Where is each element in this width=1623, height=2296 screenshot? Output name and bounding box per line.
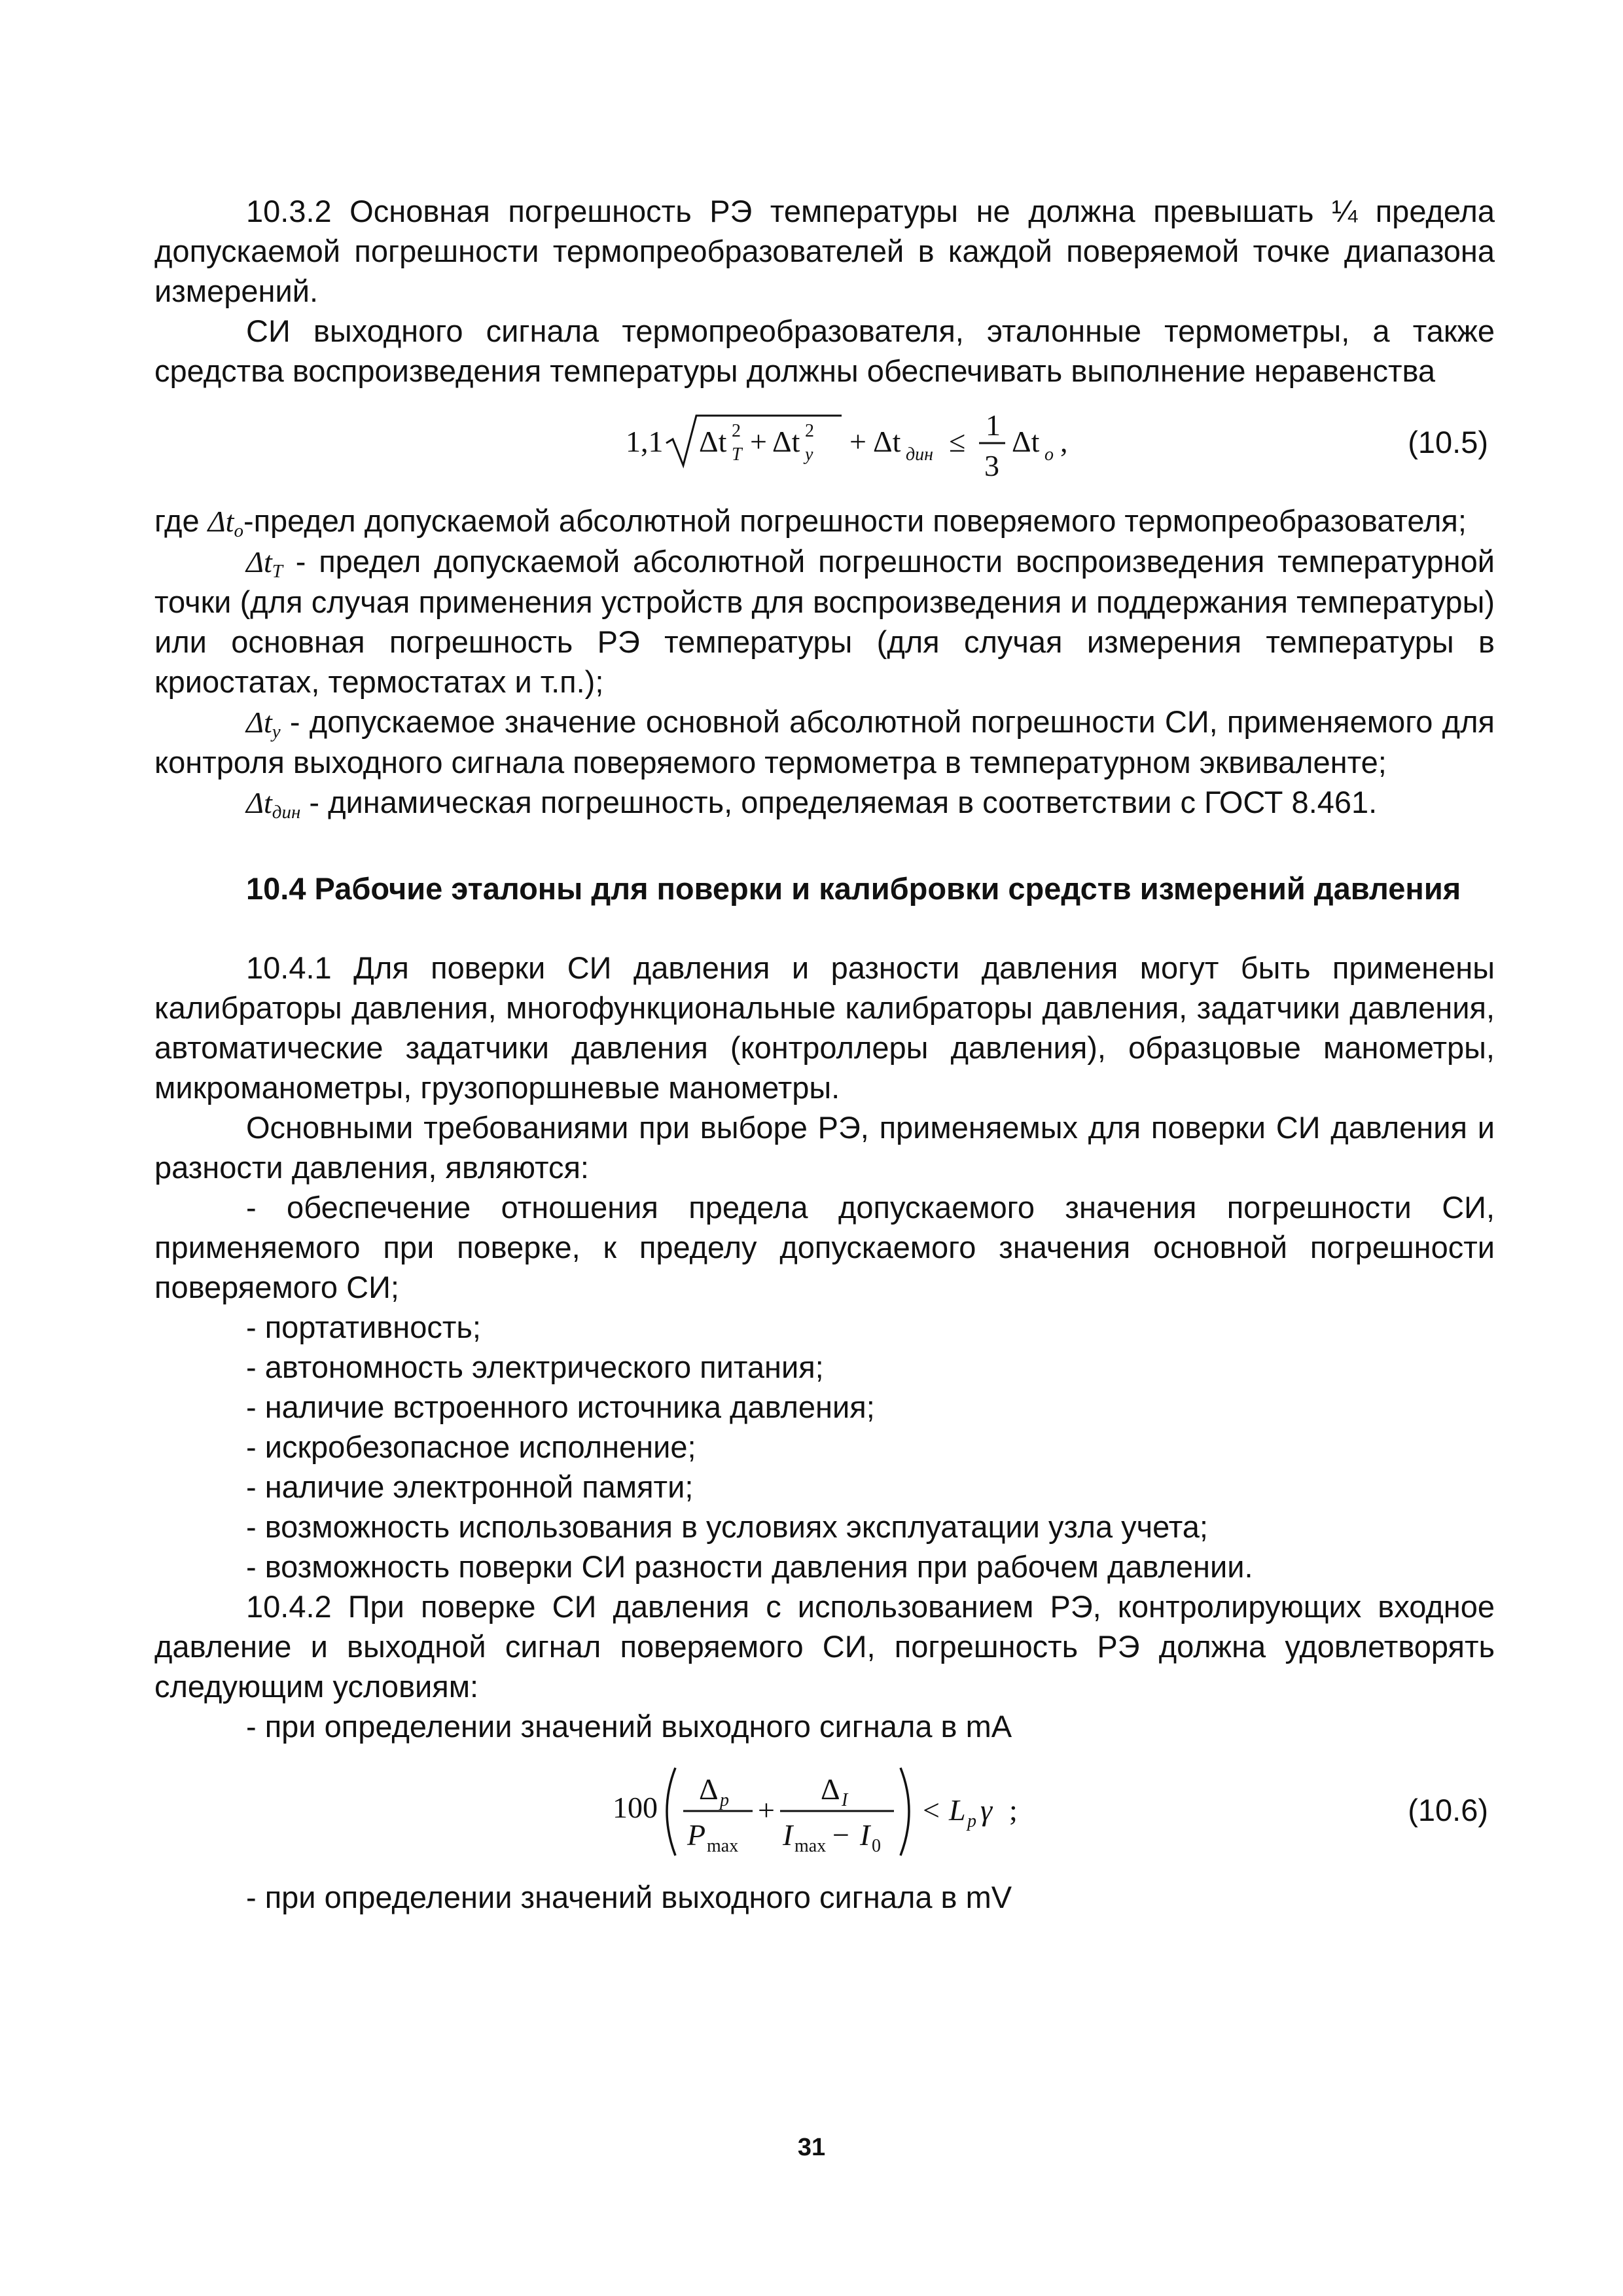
eq2-d2b: I bbox=[860, 1818, 870, 1852]
where-definition bbox=[154, 501, 1495, 541]
eq1-t2-sub: у bbox=[805, 444, 813, 465]
eq1-t1-sup: 2 bbox=[732, 421, 741, 441]
list-item: - автономность электрического питания; bbox=[246, 1350, 824, 1384]
page-number: 31 bbox=[797, 2134, 826, 2161]
eq2-right-paren bbox=[901, 1768, 909, 1856]
formula-10-6 bbox=[613, 1757, 1202, 1865]
eq2-tail: ; bbox=[1009, 1793, 1018, 1827]
where-text: -предел допускаемой абсолютной погрешности поверяемого термопреобразователя; bbox=[243, 503, 1467, 538]
delta-t-din-symbol: $\Delta t_{дин}$ bbox=[246, 786, 301, 823]
eq2-r2: γ bbox=[980, 1793, 993, 1827]
list-item: - искробезопасное исполнение; bbox=[246, 1429, 696, 1464]
page-content bbox=[154, 191, 1495, 1917]
eq2-n2-sub: I bbox=[842, 1790, 848, 1810]
eq1-t2-sup: 2 bbox=[805, 421, 814, 441]
formula-10-5-svg bbox=[626, 403, 1215, 494]
eq1-coef: 1,1 bbox=[626, 425, 664, 458]
eq2-rel: < bbox=[923, 1793, 940, 1827]
delta-t-o-symbol: $\Delta t_о$ bbox=[207, 505, 243, 541]
where-prefix: где bbox=[154, 503, 208, 538]
definition-delta-t-y bbox=[154, 702, 1495, 782]
list-item-mv: - при определении значений выходного сигнала в mV bbox=[246, 1880, 1012, 1914]
eq1-t3: Δt bbox=[873, 425, 901, 458]
eq1-den: 3 bbox=[984, 449, 999, 482]
delta-t-T-symbol: $\Delta t_T$ bbox=[246, 545, 283, 582]
paragraph-10-3-2: 10.3.2 Основная погрешность РЭ температуры не должна превышать ¼ предела допускаемой погрешности термопреобразователей в каждой поверяемой точке диапазона измерений. bbox=[154, 194, 1495, 308]
eq2-d1-sub: max bbox=[707, 1836, 739, 1856]
paragraph-10-4-2: 10.4.2 При поверке СИ давления с использованием РЭ, контролирующих входное давление и выходной сигнал поверяемого СИ, погрешность РЭ должна удовлетворять следующим условиям: bbox=[154, 1589, 1495, 1704]
formula-10-6-svg bbox=[613, 1757, 1202, 1865]
eq2-r1: L bbox=[949, 1793, 966, 1827]
eq1-tail: , bbox=[1060, 425, 1068, 458]
eq1-num: 1 bbox=[986, 408, 1001, 442]
eq1-t1: Δt bbox=[699, 425, 727, 458]
list-item-ma: - при определении значений выходного сигнала в mA bbox=[246, 1709, 1012, 1744]
list-item: - портативность; bbox=[246, 1310, 481, 1344]
eq1-plus2: + bbox=[849, 425, 866, 458]
definition-delta-t-din bbox=[154, 782, 1495, 823]
eq1-t4-sub: о bbox=[1044, 444, 1054, 465]
definition-delta-t-y-text: - допускаемое значение основной абсолютной погрешности СИ, применяемого для контроля выходного сигнала поверяемого термометра в температурном эквиваленте; bbox=[154, 704, 1495, 780]
formula-10-5 bbox=[626, 403, 1215, 494]
paragraph-ratio-requirement: - обеспечение отношения предела допускаемого значения погрешности СИ, применяемого при поверке, к пределу допускаемого значения основной погрешности поверяемого СИ; bbox=[154, 1190, 1495, 1304]
list-item: - возможность использования в условиях эксплуатации узла учета; bbox=[246, 1509, 1208, 1544]
delta-t-y-symbol: $\Delta t_у$ bbox=[246, 706, 281, 742]
eq1-t1-sub: T bbox=[732, 444, 742, 465]
eq1-t2: Δt bbox=[772, 425, 800, 458]
paragraph-requirements: СИ выходного сигнала термопреобразователя, эталонные термометры, а также средства воспроизведения температуры должны обеспечивать выполнение неравенства bbox=[154, 314, 1495, 388]
eq2-d1: P bbox=[687, 1818, 706, 1852]
eq1-t4: Δt bbox=[1012, 425, 1040, 458]
eq1-t3-sub: дин bbox=[906, 444, 934, 465]
eq2-minus: − bbox=[832, 1818, 849, 1852]
eq2-n1-sub: p bbox=[720, 1790, 729, 1810]
list-item: - возможность поверки СИ разности давления при рабочем давлении. bbox=[246, 1549, 1253, 1584]
definition-delta-t-T bbox=[154, 541, 1495, 702]
eq2-coef: 100 bbox=[613, 1791, 658, 1824]
definition-delta-t-din-text: - динамическая погрешность, определяемая в соответствии с ГОСТ 8.461. bbox=[300, 785, 1378, 819]
eq1-rel: ≤ bbox=[949, 425, 966, 458]
list-item: - наличие электронной памяти; bbox=[246, 1469, 694, 1504]
eq2-n2: Δ bbox=[821, 1772, 840, 1806]
definition-delta-t-T-text: - предел допускаемой абсолютной погрешности воспроизведения температурной точки (для случая применения устройств для воспроизведения и поддержания температуры) или основная погрешность РЭ температуры (для случая измерения температуры в криостатах, термостатах и т.п.); bbox=[154, 544, 1495, 699]
paragraph-10-4-1: 10.4.1 Для поверки СИ давления и разности давления могут быть применены калибраторы давления, многофункциональные калибраторы давления, задатчики давления, автоматические задатчики давления (контроллеры давления), образцовые манометры, микроманометры, грузопоршневые манометры. bbox=[154, 950, 1495, 1105]
eq2-plus: + bbox=[758, 1793, 775, 1827]
eq2-d2b-sub: 0 bbox=[872, 1836, 881, 1856]
eq2-d2a: I bbox=[783, 1818, 793, 1852]
eq1-plus1: + bbox=[750, 425, 767, 458]
equation-number-10-6: (10.6) bbox=[1408, 1793, 1488, 1827]
eq2-n1: Δ bbox=[699, 1772, 719, 1806]
section-heading-10-4: 10.4 Рабочие эталоны для поверки и калибровки средств измерений давления bbox=[246, 871, 1461, 906]
paragraph-main-requirements: Основными требованиями при выборе РЭ, применяемых для поверки СИ давления и разности давления, являются: bbox=[154, 1110, 1495, 1185]
eq2-left-paren bbox=[667, 1768, 675, 1856]
formula-10-6-row bbox=[154, 1754, 1495, 1865]
eq2-r1-sub: p bbox=[967, 1811, 976, 1831]
eq2-d2a-sub: max bbox=[794, 1836, 827, 1856]
equation-number-10-5: (10.5) bbox=[1408, 425, 1488, 459]
formula-10-5-row bbox=[154, 396, 1495, 494]
list-item: - наличие встроенного источника давления; bbox=[246, 1390, 875, 1424]
